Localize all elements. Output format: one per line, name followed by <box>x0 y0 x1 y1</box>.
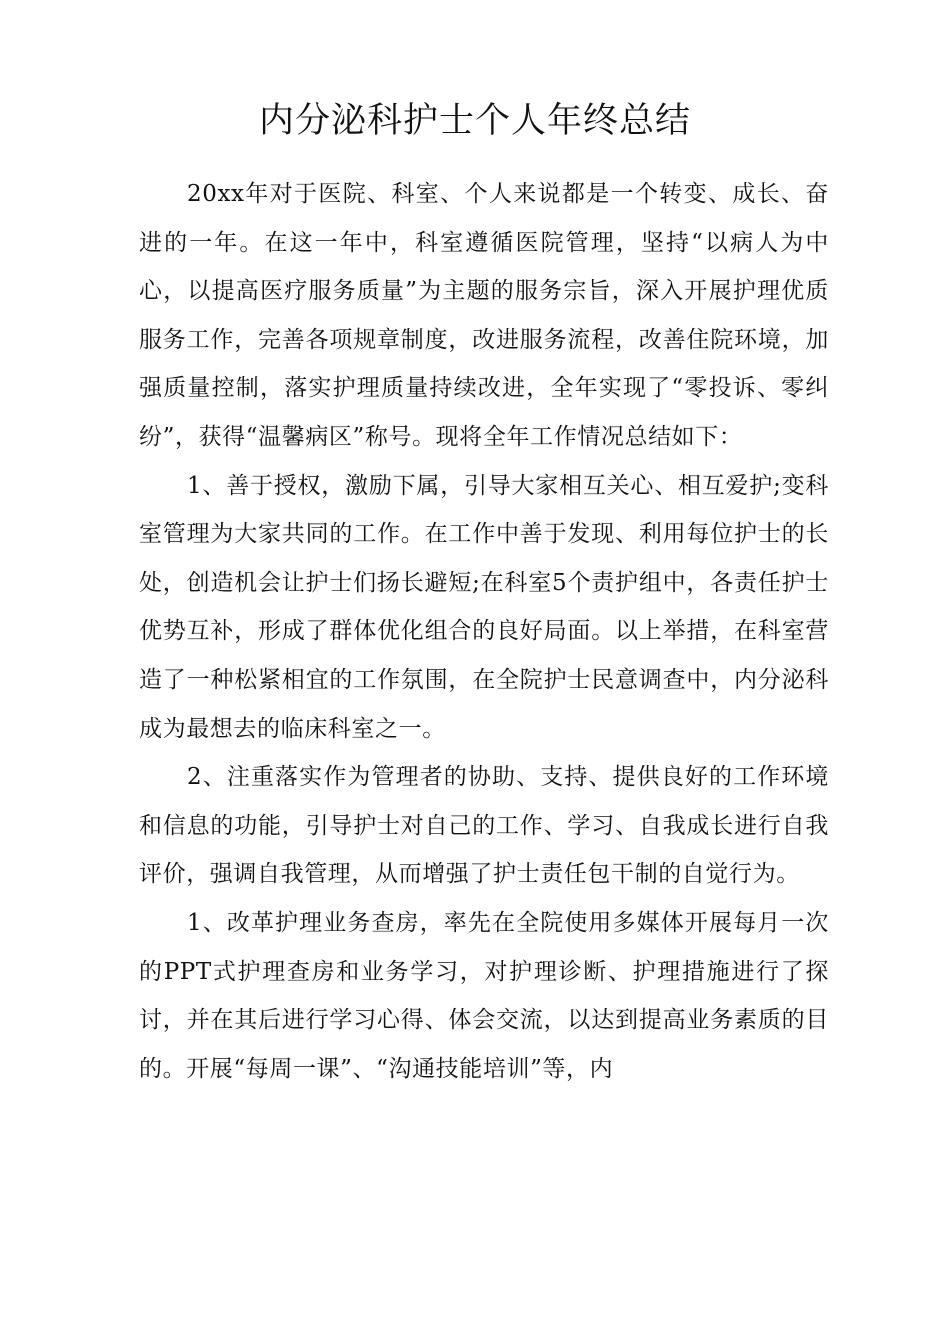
paragraph-item-1-delegation: 1、善于授权，激励下属，引导大家相互关心、相互爱护;变科室管理为大家共同的工作。在工作中善于发现、利用每位护士的长处，创造机会让护士们扬长避短;在科室5个责护组中，各责任护士优势互补，形成了群体优化组合的良好局面。以上举措，在科室营造了一种松紧相宜的工作氛围，在全院护士民意调查中，内分泌科成为最想去的临床科室之一。 <box>139 472 829 742</box>
paragraph-item-2-management: 2、注重落实作为管理者的协助、支持、提供良好的工作环境和信息的功能，引导护士对自己的工作、学习、自我成长进行自我评价，强调自我管理，从而增强了护士责任包干制的自觉行为。 <box>139 764 829 888</box>
document-body <box>139 170 829 1093</box>
paragraph-intro: 20xx年对于医院、科室、个人来说都是一个转变、成长、奋进的一年。在这一年中，科室遵循医院管理，坚持“以病人为中心，以提高医疗服务质量”为主题的服务宗旨，深入开展护理优质服务工作，完善各项规章制度，改进服务流程，改善住院环境，加强质量控制，落实护理质量持续改进，全年实现了“零投诉、零纠纷”，获得“温馨病区”称号。现将全年工作情况总结如下： <box>139 181 829 450</box>
paragraph-item-1-ward-rounds: 1、改革护理业务查房，率先在全院使用多媒体开展每月一次的PPT式护理查房和业务学习，对护理诊断、护理措施进行了探讨，并在其后进行学习心得、体会交流，以达到提高业务素质的目的。开展“每周一课”、“沟通技能培训”等，内 <box>139 909 829 1082</box>
document-title: 内分泌科护士个人年终总结 <box>258 101 691 141</box>
